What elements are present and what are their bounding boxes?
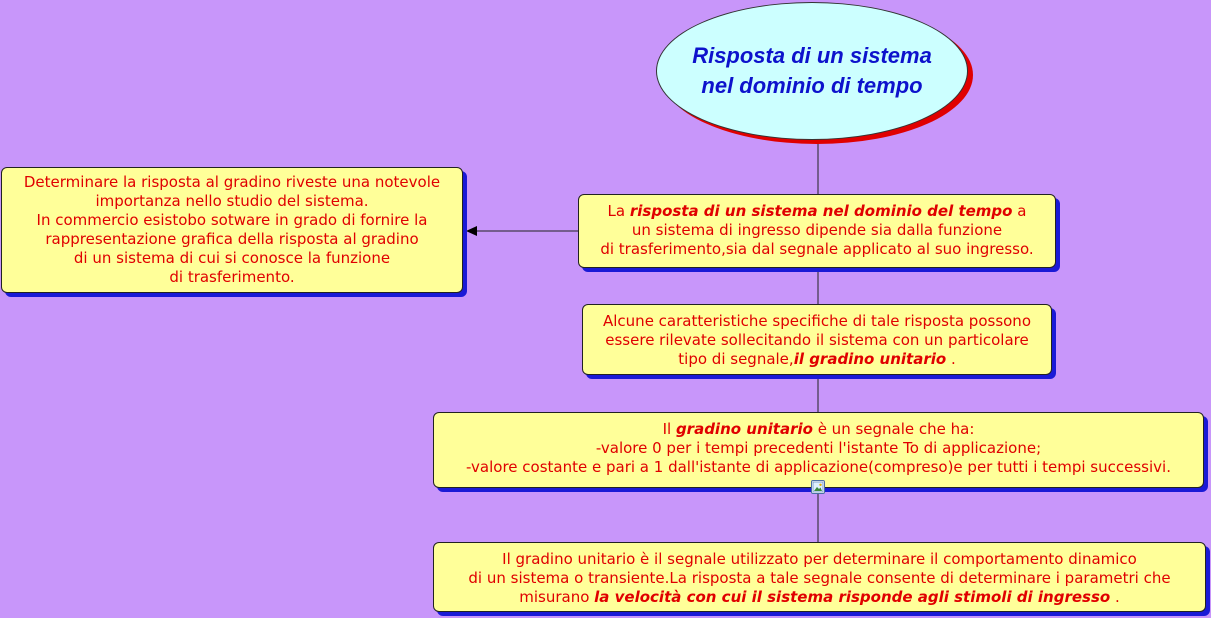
importance-line-2: importanza nello studio del sistema.: [95, 192, 369, 210]
step-highlight: gradino unitario: [675, 420, 813, 438]
characteristics-line-3: tipo di segnale,il gradino unitario .: [678, 350, 956, 368]
definition-line-1: La risposta di un sistema nel dominio del tempo a: [607, 202, 1027, 220]
step-line-2: -valore 0 per i tempi precedenti l'istante To di applicazione;: [595, 439, 1042, 457]
node-step-definition[interactable]: [433, 412, 1204, 488]
usage-line-1: Il gradino unitario è il segnale utilizzato per determinare il comportamento dinamico: [502, 550, 1137, 568]
arrowhead-to-importance: [466, 226, 477, 236]
importance-line-5: di un sistema di cui si conosce la funzione: [73, 249, 391, 267]
importance-line-1: Determinare la risposta al gradino riveste una notevole: [23, 173, 441, 191]
usage-line-2: di un sistema o transiente.La risposta a tale segnale consente di determinare i parametri che: [468, 569, 1171, 587]
definition-highlight: risposta di un sistema nel dominio del tempo: [629, 202, 1013, 220]
importance-line-3: In commercio esistobo sotware in grado di fornire la: [36, 211, 428, 229]
characteristics-line-1: Alcune caratteristiche specifiche di tale risposta possono: [603, 312, 1031, 330]
image-attachment-icon[interactable]: [811, 480, 825, 494]
characteristics-highlight: il gradino unitario: [793, 350, 947, 368]
diagram-title[interactable]: [656, 2, 968, 140]
title-line-1: Risposta di un sistema: [692, 43, 932, 68]
characteristics-line-2: essere rilevate sollecitando il sistema con un particolare: [605, 331, 1029, 349]
importance-line-4: rappresentazione grafica della risposta al gradino: [45, 230, 419, 248]
usage-highlight: la velocità con cui il sistema risponde agli stimoli di ingresso: [594, 588, 1111, 606]
step-line-3: -valore costante e pari a 1 dall'istante di applicazione(compreso)e per tutti i tempi successivi.: [466, 458, 1171, 476]
node-usage[interactable]: [433, 542, 1206, 612]
usage-line-3: misurano la velocità con cui il sistema risponde agli stimoli di ingresso .: [519, 588, 1120, 606]
importance-line-6: di trasferimento.: [169, 268, 295, 286]
title-line-2: nel dominio di tempo: [701, 73, 923, 98]
step-line-1: Il gradino unitario è un segnale che ha:: [662, 420, 975, 438]
definition-line-2: un sistema di ingresso dipende sia dalla funzione: [631, 221, 1003, 239]
definition-line-3: di trasferimento,sia dal segnale applicato al suo ingresso.: [600, 240, 1034, 258]
node-definition[interactable]: [578, 194, 1056, 268]
node-importance[interactable]: [1, 167, 463, 293]
node-characteristics[interactable]: [582, 304, 1052, 375]
